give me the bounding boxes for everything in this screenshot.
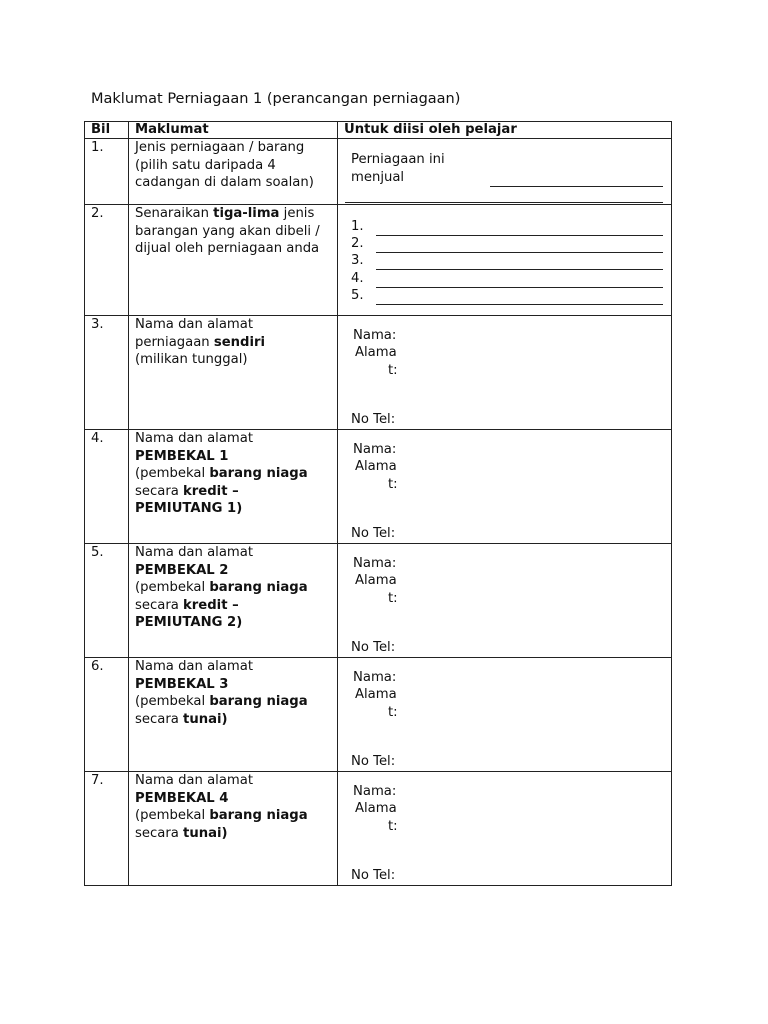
nama-label: Nama: — [353, 556, 397, 571]
desc-line: (pembekal barang niaga — [135, 808, 308, 823]
supplier-name: PEMBEKAL 4 — [135, 790, 229, 806]
supplier-1-contact-field[interactable] — [338, 430, 672, 544]
row-number: 2. — [85, 205, 129, 316]
row-number: 5. — [85, 544, 129, 658]
row-description — [129, 316, 338, 430]
alamat-label-end: t: — [388, 819, 398, 834]
table-row-6 — [85, 658, 672, 772]
answer-line[interactable] — [376, 269, 663, 270]
alamat-label: Alama — [355, 345, 397, 360]
list-number: 2. — [351, 236, 364, 251]
desc-line: Senaraikan tiga-lima jenis — [135, 206, 315, 221]
alamat-label-end: t: — [388, 477, 398, 492]
supplier-name: PEMBEKAL 1 — [135, 448, 229, 464]
field-label: menjual — [351, 170, 405, 185]
list-number: 3. — [351, 253, 364, 268]
row-description — [129, 544, 338, 658]
desc-line: Nama dan alamat — [135, 773, 253, 788]
own-business-contact-field[interactable] — [338, 316, 672, 430]
supplier-name: PEMBEKAL 3 — [135, 676, 229, 692]
supplier-name: PEMBEKAL 2 — [135, 562, 229, 578]
list-number: 4. — [351, 271, 364, 286]
desc-line: (pembekal barang niaga — [135, 466, 308, 481]
desc-line: (milikan tunggal) — [135, 352, 248, 367]
form-title: Maklumat Perniagaan 1 (perancangan perniagaan) — [91, 91, 461, 107]
row-number: 1. — [85, 139, 129, 205]
desc-line: (pilih satu daripada 4 — [135, 157, 276, 173]
table-row-2 — [85, 205, 672, 316]
tel-label: No Tel: — [351, 754, 396, 769]
table-row-4 — [85, 430, 672, 544]
alamat-label-end: t: — [388, 363, 398, 378]
answer-line[interactable] — [376, 252, 663, 253]
header-maklumat: Maklumat — [129, 122, 338, 139]
answer-line[interactable] — [376, 235, 663, 236]
list-number: 1. — [351, 219, 364, 234]
nama-label: Nama: — [353, 784, 397, 799]
table-row-1 — [85, 139, 672, 205]
supplier-3-contact-field[interactable] — [338, 658, 672, 772]
desc-line: secara kredit – — [135, 597, 239, 613]
row-number: 4. — [85, 430, 129, 544]
answer-line[interactable] — [376, 287, 663, 288]
row-description — [129, 139, 338, 205]
supplier-4-contact-field[interactable] — [338, 772, 672, 886]
tel-label: No Tel: — [351, 640, 396, 655]
business-type-field[interactable] — [338, 139, 672, 205]
table-row-7 — [85, 772, 672, 886]
desc-line: secara tunai) — [135, 711, 228, 727]
row-description — [129, 430, 338, 544]
row-number: 7. — [85, 772, 129, 886]
nama-label: Nama: — [353, 328, 397, 343]
tel-label: No Tel: — [351, 526, 396, 541]
field-label: Perniagaan ini — [351, 152, 445, 167]
table-header-row — [85, 122, 672, 139]
desc-line: barangan yang akan dibeli / — [135, 223, 320, 239]
alamat-label-end: t: — [388, 591, 398, 606]
row-description — [129, 772, 338, 886]
row-description — [129, 658, 338, 772]
items-list-field — [338, 205, 672, 316]
list-number: 5. — [351, 288, 364, 303]
answer-line[interactable] — [376, 304, 663, 305]
alamat-label: Alama — [355, 573, 397, 588]
table-row-5 — [85, 544, 672, 658]
alamat-label: Alama — [355, 801, 397, 816]
answer-line[interactable] — [490, 186, 663, 187]
header-bil: Bil — [85, 122, 129, 139]
row-number: 6. — [85, 658, 129, 772]
desc-line: secara kredit – — [135, 483, 239, 499]
desc-line: Nama dan alamat — [135, 659, 253, 674]
desc-line: cadangan di dalam soalan) — [135, 175, 314, 190]
desc-line: Nama dan alamat — [135, 431, 253, 446]
desc-line: PEMIUTANG 1) — [135, 501, 243, 516]
tel-label: No Tel: — [351, 412, 396, 427]
header-untuk: Untuk diisi oleh pelajar — [338, 122, 672, 139]
desc-line: dijual oleh perniagaan anda — [135, 241, 320, 256]
desc-line: perniagaan sendiri — [135, 334, 266, 350]
desc-line: Jenis perniagaan / barang — [135, 140, 305, 155]
desc-line: (pembekal barang niaga — [135, 694, 308, 709]
desc-line: PEMIUTANG 2) — [135, 615, 243, 630]
row-description — [129, 205, 338, 316]
row-number: 3. — [85, 316, 129, 430]
nama-label: Nama: — [353, 442, 397, 457]
supplier-2-contact-field[interactable] — [338, 544, 672, 658]
table-row-3 — [85, 316, 672, 430]
desc-line: secara tunai) — [135, 825, 228, 841]
tel-label: No Tel: — [351, 868, 396, 883]
desc-line: Nama dan alamat — [135, 545, 253, 560]
desc-line: Nama dan alamat — [135, 317, 253, 332]
answer-line[interactable] — [345, 202, 663, 203]
alamat-label: Alama — [355, 459, 397, 474]
desc-line: (pembekal barang niaga — [135, 580, 308, 595]
business-info-table — [84, 121, 672, 886]
nama-label: Nama: — [353, 670, 397, 685]
alamat-label: Alama — [355, 687, 397, 702]
alamat-label-end: t: — [388, 705, 398, 720]
